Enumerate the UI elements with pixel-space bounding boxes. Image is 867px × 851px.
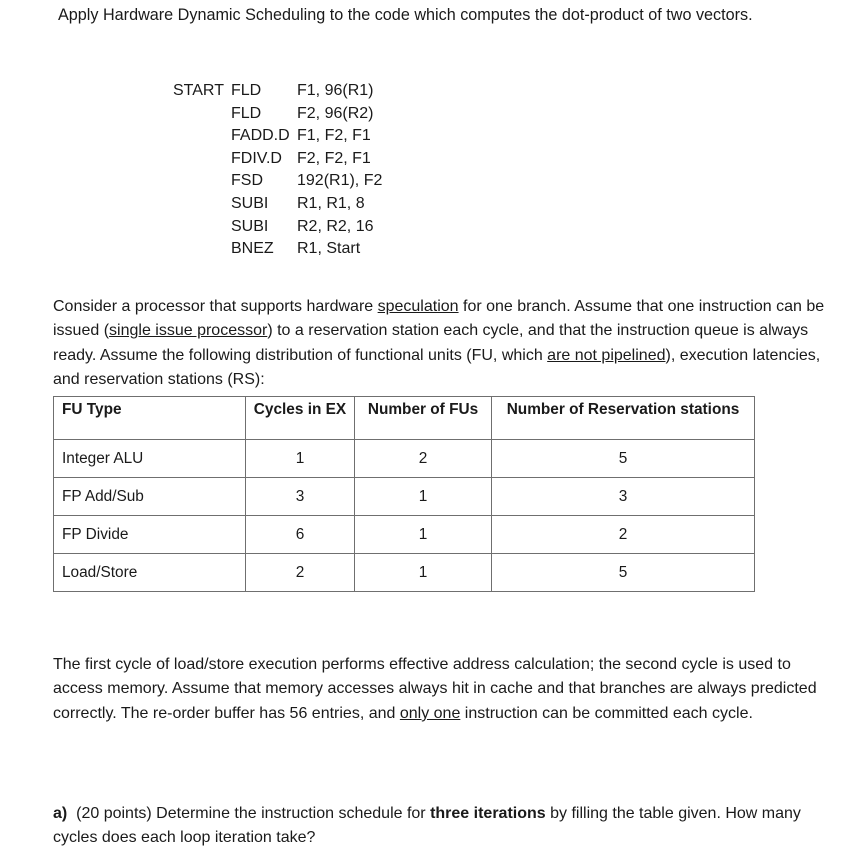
cell-num-rs: 5 <box>492 440 755 478</box>
code-args: F2, 96(R2) <box>297 104 374 122</box>
code-op: FLD <box>231 82 262 99</box>
code-op: FLD <box>231 104 262 122</box>
code-line <box>173 103 382 126</box>
code-label <box>173 148 231 171</box>
cell-num-rs: 5 <box>492 554 755 592</box>
code-line <box>173 216 382 239</box>
cell-num-fus: 1 <box>355 554 492 592</box>
code-line <box>173 125 382 148</box>
code-op: FDIV.D <box>231 149 282 167</box>
text-span: The first cycle of load/store execution performs effective address calculation; the second cycle is used to access memory. Assume that memory accesses always hit in cache and that branches are always predicted correctly. The re-order buffer has 56 entries, and <box>53 656 817 722</box>
processor-description <box>53 295 843 393</box>
memory-description <box>53 653 843 726</box>
table-header-row <box>54 397 755 440</box>
underlined-only-one: only one <box>399 704 461 722</box>
cell-num-rs: 3 <box>492 478 755 516</box>
code-args: F1, F2, F1 <box>297 127 371 145</box>
table-row <box>54 516 755 554</box>
bold-three-iterations: three iterations <box>430 805 546 822</box>
question-label: a) <box>53 805 68 822</box>
text-span: (20 points) Determine the instruction schedule for <box>76 805 431 822</box>
header-cycles: Cycles in EX <box>246 397 355 440</box>
cell-cycles: 3 <box>246 478 355 516</box>
code-label: START <box>173 82 224 99</box>
code-args: F1, 96(R1) <box>297 82 374 99</box>
code-label <box>173 193 231 216</box>
text-span: ) to a reservation station each cycle, and that the instruction queue is always ready. Assume the following distribution of functional units (FU, which <box>53 322 809 364</box>
code-line <box>173 238 382 261</box>
code-listing <box>173 80 382 261</box>
code-args: R1, Start <box>297 240 361 258</box>
code-op: SUBI <box>231 194 269 212</box>
code-label <box>173 170 231 193</box>
page-title: Apply Hardware Dynamic Scheduling to the code which computes the dot-product of two vectors. <box>58 6 753 24</box>
cell-fu-type: FP Add/Sub <box>54 478 246 516</box>
code-line <box>173 80 382 103</box>
code-line <box>173 170 382 193</box>
header-fu-type: FU Type <box>54 397 246 440</box>
cell-num-fus: 2 <box>355 440 492 478</box>
cell-num-rs: 2 <box>492 516 755 554</box>
code-args: R2, R2, 16 <box>297 217 374 235</box>
question-a <box>53 802 843 851</box>
cell-cycles: 6 <box>246 516 355 554</box>
table-row <box>54 478 755 516</box>
underlined-not-pipelined: are not pipelined <box>547 346 666 364</box>
cell-cycles: 1 <box>246 440 355 478</box>
code-args: 192(R1), F2 <box>297 172 383 190</box>
text-span: instruction can be committed each cycle. <box>460 704 753 722</box>
code-op: SUBI <box>231 217 269 235</box>
code-args: F2, F2, F1 <box>297 149 371 167</box>
cell-fu-type: FP Divide <box>54 516 246 554</box>
code-label <box>173 103 231 126</box>
cell-num-fus: 1 <box>355 478 492 516</box>
code-line <box>173 148 382 171</box>
underlined-speculation: speculation <box>377 298 459 315</box>
code-op: BNEZ <box>231 240 274 258</box>
code-op: FADD.D <box>231 127 290 145</box>
cell-fu-type: Integer ALU <box>54 440 246 478</box>
cell-cycles: 2 <box>246 554 355 592</box>
header-num-rs: Number of Reservation stations <box>492 397 755 440</box>
text-span: by filling the table given. How many cycles does each loop iteration take? <box>53 805 801 847</box>
code-op: FSD <box>231 172 263 190</box>
code-label <box>173 216 231 239</box>
code-line <box>173 193 382 216</box>
underlined-single-issue: single issue processor <box>109 322 268 340</box>
table-row <box>54 554 755 592</box>
text-span: Consider a processor that supports hardware <box>53 298 378 315</box>
text-span: ), execution latencies, and reservation stations (RS): <box>53 346 821 389</box>
cell-fu-type: Load/Store <box>54 554 246 592</box>
table-row <box>54 440 755 478</box>
code-args: R1, R1, 8 <box>297 194 365 212</box>
fu-table <box>53 396 755 592</box>
code-label <box>173 238 231 261</box>
text-span: for one branch. Assume that one instruction can be issued ( <box>53 298 825 340</box>
header-num-fus: Number of FUs <box>355 397 492 440</box>
cell-num-fus: 1 <box>355 516 492 554</box>
code-label <box>173 125 231 148</box>
